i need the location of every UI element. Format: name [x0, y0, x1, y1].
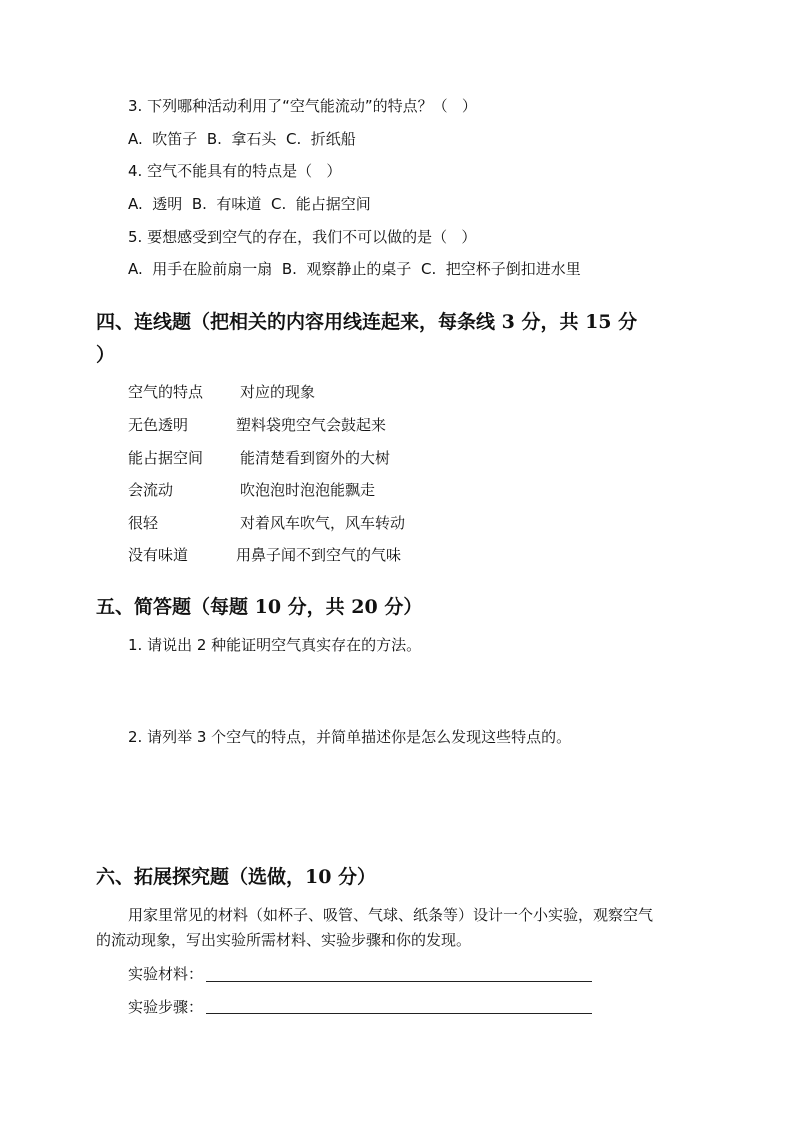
question-3: 3. 下列哪种活动利用了“空气能流动”的特点？（ ）: [128, 97, 477, 115]
materials-label: 实验材料：: [128, 965, 204, 983]
extension-paragraph-line-2: 的流动现象，写出实验所需材料、实验步骤和你的发现。: [96, 931, 472, 949]
matching-left-item: 能占据空间: [128, 449, 204, 467]
matching-right-item: 对应的现象: [240, 383, 316, 401]
materials-answer-line[interactable]: [206, 981, 592, 982]
matching-right-item: 能清楚看到窗外的大树: [240, 449, 391, 467]
matching-left-item: 空气的特点: [128, 383, 204, 401]
question-4: 4. 空气不能具有的特点是（ ）: [128, 162, 342, 180]
question-4-options: A. 透明 B. 有味道 C. 能占据空间: [128, 195, 371, 213]
matching-left-item: 没有味道: [128, 546, 189, 564]
matching-left-item: 无色透明: [128, 416, 189, 434]
matching-right-item: 吹泡泡时泡泡能飘走: [240, 481, 376, 499]
steps-label: 实验步骤：: [128, 998, 204, 1016]
matching-left-item: 会流动: [128, 481, 174, 499]
question-3-options: A. 吹笛子 B. 拿石头 C. 折纸船: [128, 130, 356, 148]
steps-answer-line[interactable]: [206, 1013, 592, 1014]
section-4-heading-cont: ）: [96, 344, 116, 366]
short-answer-1: 1. 请说出 2 种能证明空气真实存在的方法。: [128, 636, 422, 654]
short-answer-2: 2. 请列举 3 个空气的特点，并简单描述你是怎么发现这些特点的。: [128, 728, 572, 746]
matching-right-item: 用鼻子闻不到空气的气味: [236, 546, 402, 564]
question-5: 5. 要想感受到空气的存在，我们不可以做的是（ ）: [128, 228, 477, 246]
question-5-options: A. 用手在脸前扇一扇 B. 观察静止的桌子 C. 把空杯子倒扣进水里: [128, 260, 581, 278]
section-6-heading: 六、拓展探究题（选做，10 分）: [96, 866, 377, 888]
matching-right-item: 对着风车吹气，风车转动: [240, 514, 406, 532]
section-5-heading: 五、简答题（每题 10 分，共 20 分）: [96, 596, 423, 618]
matching-right-item: 塑料袋兜空气会鼓起来: [236, 416, 387, 434]
extension-paragraph-line-1: 用家里常见的材料（如杯子、吸管、气球、纸条等）设计一个小实验，观察空气: [128, 906, 654, 924]
section-4-heading: 四、连线题（把相关的内容用线连起来，每条线 3 分，共 15 分: [96, 311, 638, 333]
matching-left-item: 很轻: [128, 514, 159, 532]
